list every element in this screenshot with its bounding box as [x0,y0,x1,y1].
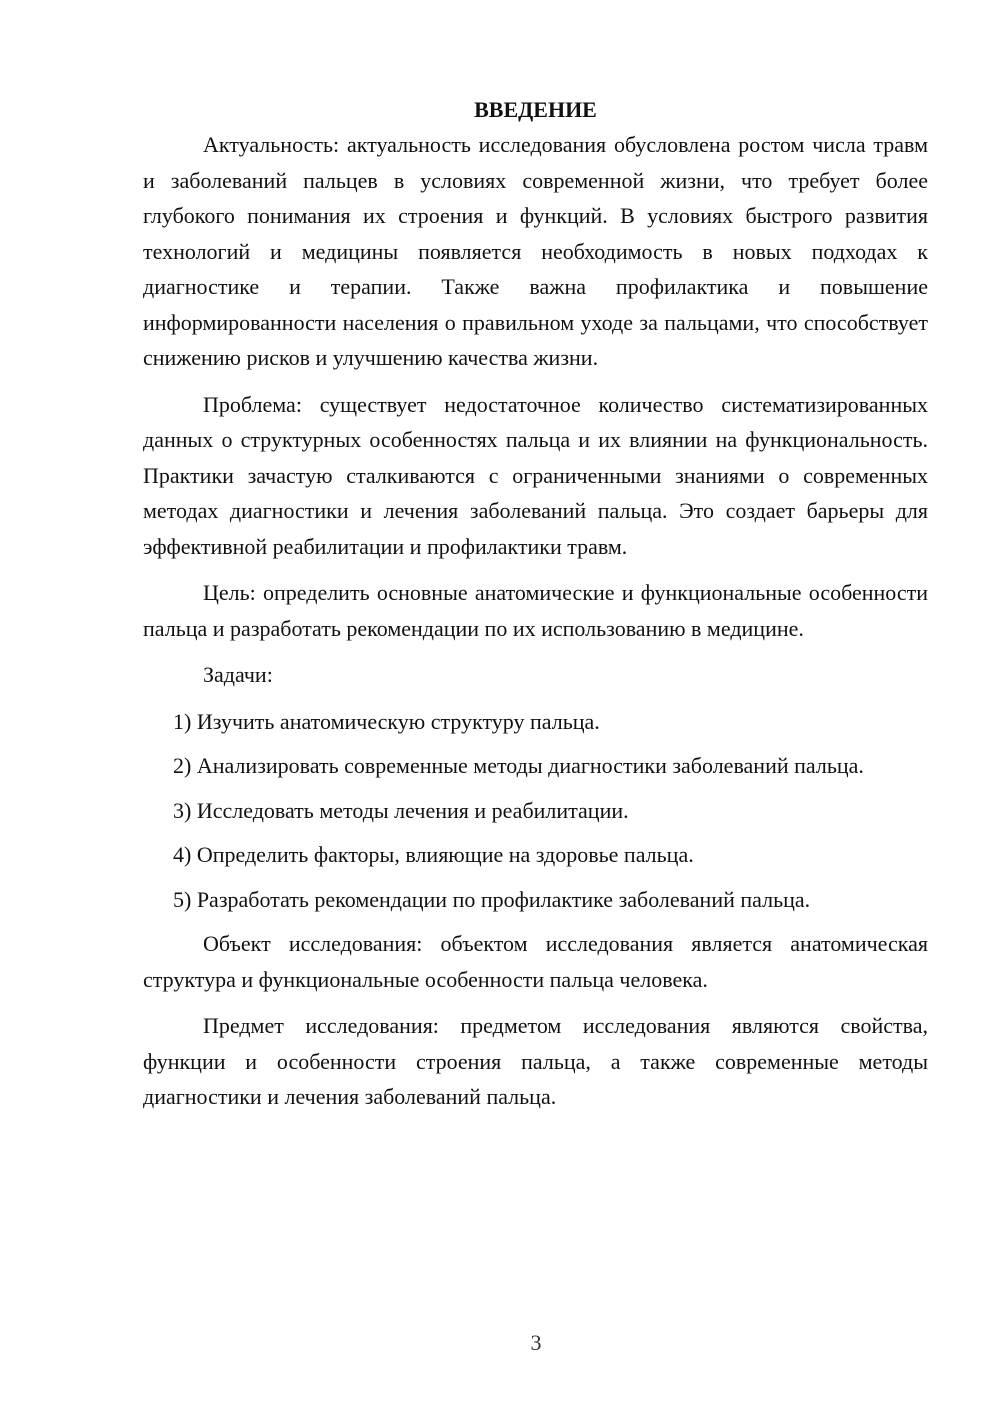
document-page [143,92,928,1126]
paragraph-problem: Проблема: существует недостаточное количество систематизированных данных о структурных особенностях пальца и их влиянии на функциональность. Практики зачастую сталкиваются с ограниченными знаниями о современных методах диагностики и лечения заболеваний пальца. Это создает барьеры для эффективной реабилитации и профилактики травм. [143,391,928,559]
paragraph-object: Объект исследования: объектом исследования является анатомическая структура и функциональные особенности пальца человека. [143,931,928,992]
paragraph-subject: Предмет исследования: предметом исследования являются свойства, функции и особенности строения пальца, а также современные методы диагностики и лечения заболеваний пальца. [143,1013,928,1109]
task-item: 4) Определить факторы, влияющие на здоровье пальца. [173,842,694,867]
task-item: 1) Изучить анатомическую структуру пальца. [173,708,600,734]
page-number: 3 [530,1330,542,1355]
tasks-heading: Задачи: [203,662,273,687]
task-item: 3) Исследовать методы лечения и реабилитации. [173,797,629,823]
section-title: ВВЕДЕНИЕ [474,97,597,122]
task-item: 2) Анализировать современные методы диагностики заболеваний пальца. [173,753,864,778]
task-item: 5) Разработать рекомендации по профилактике заболеваний пальца. [173,886,811,912]
paragraph-relevance: Актуальность: актуальность исследования обусловлена ростом числа травм и заболеваний пальцев в условиях современной жизни, что требует более глубокого понимания их строения и функций. В условиях быстрого развития технологий и медицины появляется необходимость в новых подходах к диагностике и терапии. Также важна профилактика и повышение информированности населения о правильном уходе за пальцами, что способствует снижению рисков и улучшению качества жизни. [143,132,928,370]
paragraph-goal: Цель: определить основные анатомические и функциональные особенности пальца и разработать рекомендации по их использованию в медицине. [143,580,928,641]
